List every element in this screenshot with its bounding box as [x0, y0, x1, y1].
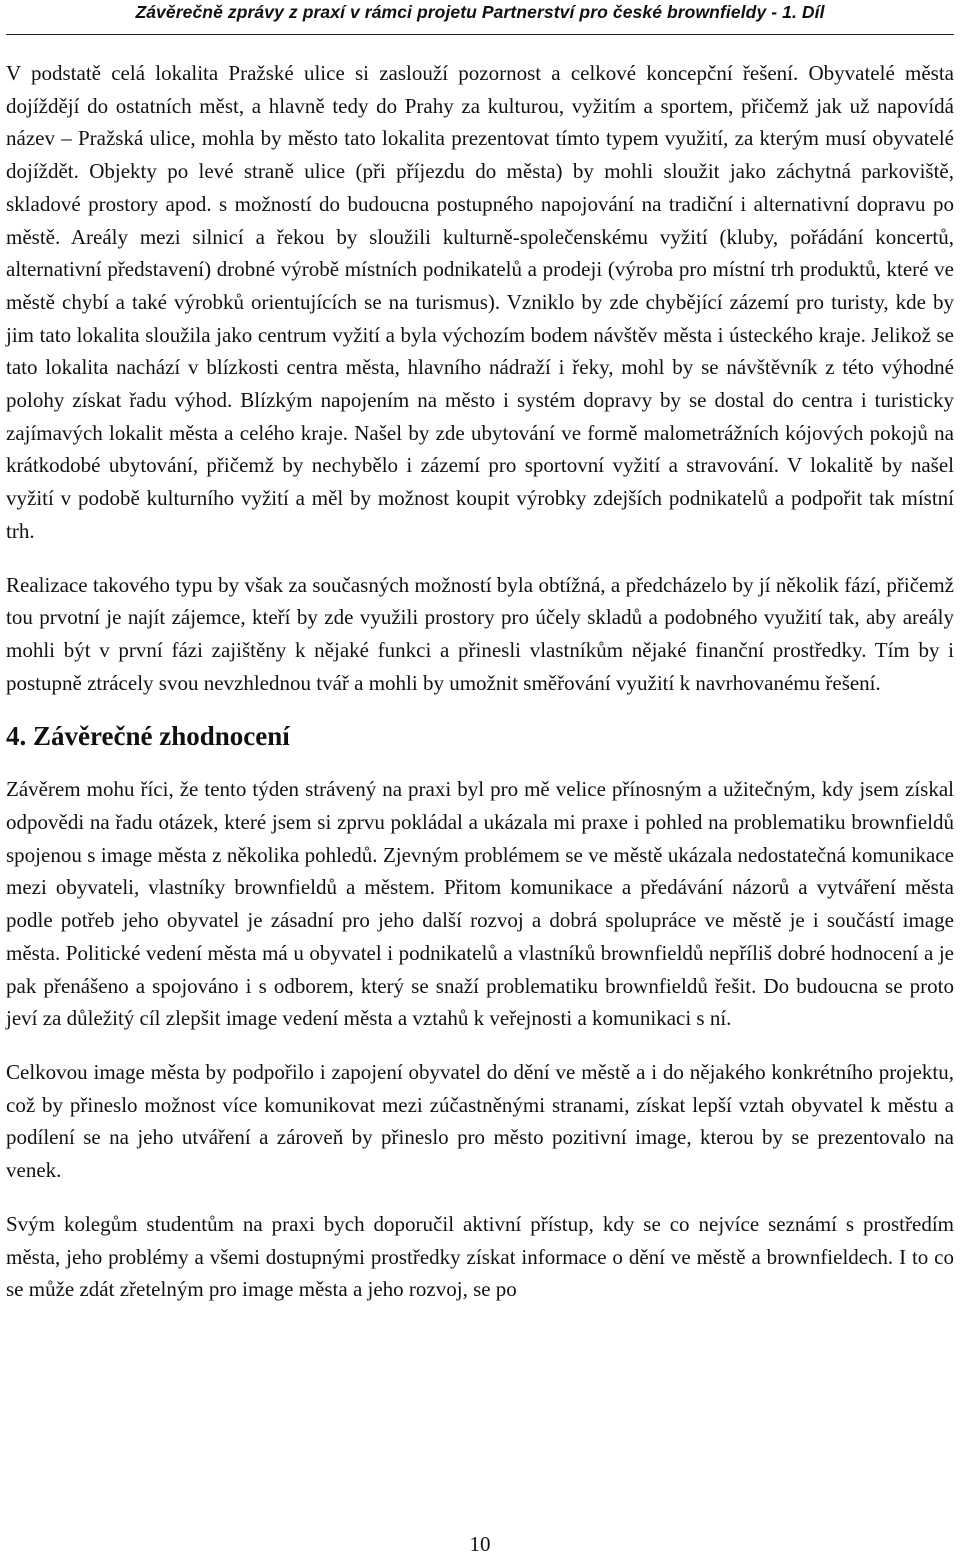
paragraph-prazska-ulice: V podstatě celá lokalita Pražské ulice si zaslouží pozornost a celkové koncepční řešení. Obyvatelé města dojíždějí do ostatních měst, a hlavně tedy do Prahy za kulturou, vyžitím a sportem, přičemž jak už napovídá název – Pražská ulice, mohla by město tato lokalita prezentovat tímto typem využití, za kterým musí obyvatelé dojíždět. Objekty po levé straně ulice (při příjezdu do města) by mohli sloužit jako záchytná parkoviště, skladové prostory apod. s možností do budoucna postupného napojování na tradiční i alternativní dopravu po městě. Areály mezi silnicí a řekou by sloužili kulturně-společenskému vyžití (kluby, pořádání koncertů, alternativní představení) drobné výrobě místních podnikatelů a prodeji (výroba pro místní trh produktů, které ve městě chybí a také výrobků orientujících se na turismus). Vzniklo by zde chybějící zázemí pro turisty, kde by jim tato lokalita sloužila jako centrum vyžití a byla výchozím bodem návštěv města i ústeckého kraje. Jelikož se tato lokalita nachází v blízkosti centra města, hlavního nádraží i řeky, mohl by se návštěvník z této výhodné polohy získat řadu výhod. Blízkým napojením na město i systém dopravy by se dostal do centra i turisticky zajímavých lokalit města a celého kraje. Našel by zde ubytování ve formě malometrážních kójových pokojů na krátkodobé ubytování, přičemž by nechybělo i zázemí pro sportovní vyžití a stravování. V lokalitě by našel vyžití v podobě kulturního vyžití a měl by možnost koupit výrobky zdejších podnikatelů a podpořit tak místní trh.	[6, 61, 954, 543]
page-body	[6, 57, 954, 1306]
paragraph-kolegum: Svým kolegům studentům na praxi bych doporučil aktivní přístup, kdy se co nejvíce seznámí s prostředím města, jeho problémy a všemi dostupnými prostředky získat informace o dění ve městě a brownfieldech. I to co se může zdát zřetelným pro image města a jeho rozvoj, se po	[6, 1211, 954, 1302]
section-heading: 4. Závěrečné zhodnocení	[6, 721, 290, 752]
paragraph-celkovou-image: Celkovou image města by podpořilo i zapojení obyvatel do dění ve městě a i do nějakého konkrétního projektu, což by přineslo možnost více komunikovat mezi zúčastněnými stranami, získat lepší vztah obyvatel k městu a podílení se na jeho utváření a zároveň by přineslo pro město pozitivní image, kterou by se prezentovalo na venek.	[6, 1059, 954, 1183]
heading-spacer	[6, 699, 954, 716]
heading-spacer	[6, 756, 954, 773]
paragraph-realizace: Realizace takového typu by však za současných možností byla obtížná, a předcházelo by jí několik fází, přičemž tou prvotní je najít zájemce, kteří by zde využili prostory pro účely skladů a podobného využití tak, aby areály mohli být v první fázi zajištěny k nějaké funkci a přinesli vlastníkům nějaké finanční prostředky. Tím by i postupně ztrácely svou nevzhlednou tvář a mohli by umožnit směřování využití k navrhovanému řešení.	[6, 572, 954, 695]
paragraph-spacer	[6, 1187, 954, 1208]
header-rule	[6, 34, 954, 35]
paragraph-spacer	[6, 548, 954, 569]
running-header: Závěrečně zprávy z praxí v rámci projetu Partnerství pro české brownfieldy - 1. Díl	[135, 2, 825, 22]
paragraph-spacer	[6, 1035, 954, 1056]
page-number: 10	[469, 1532, 491, 1556]
paragraph-zaverem: Závěrem mohu říci, že tento týden strávený na praxi byl pro mě velice přínosným a užitečným, kdy jsem získal odpovědi na řadu otázek, které jsem si zprvu pokládal a ukázala mi praxe i pohled na problematiku brownfieldů spojenou s image města z několika pohledů. Zjevným problémem se ve městě ukázala nedostatečná komunikace mezi obyvateli, vlastníky brownfieldů a městem. Přitom komunikace a předávání názorů a vytváření města podle potřeb jeho obyvatel je zásadní pro jeho další rozvoj a dobrá spolupráce ve městě je i součástí image města. Politické vedení města má u obyvatel i podnikatelů a vlastníků brownfieldů nepříliš dobré hodnocení a je pak přenášeno a spojováno i s odborem, který se snaží problematiku brownfieldů řešit. Do budoucna se proto jeví za důležitý cíl zlepšit image vedení města a vztahů k veřejnosti a komunikaci s ní.	[6, 777, 954, 1031]
